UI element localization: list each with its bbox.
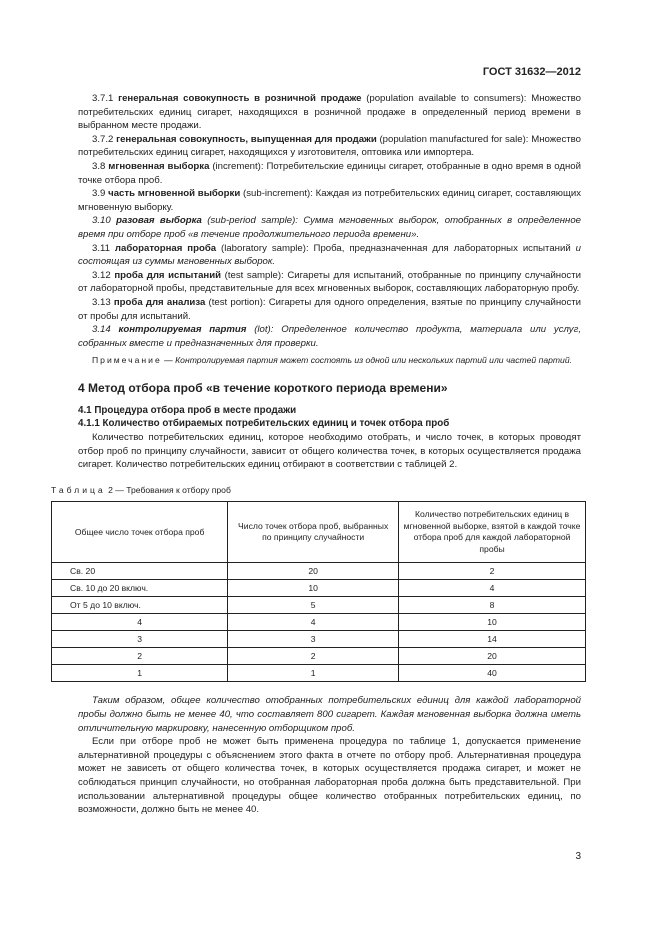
- italic-paragraph: Таким образом, общее количество отобранных потребительских единиц для каждой лабораторной пробы должно быть не менее 40, что составляет 800 сигарет. Каждая мгновенная выборка должна иметь отличительную маркировку, нанесенную отборщиком проб.: [78, 695, 581, 734]
- term-definition: [78, 296, 581, 323]
- table-cell: 4: [228, 614, 399, 631]
- page-content: [51, 92, 582, 817]
- term-text: (increment): Потребительские единицы сигарет, отобранные в одно время в одной точке отбора проб.: [78, 160, 581, 186]
- term-number: 3.11: [92, 242, 110, 254]
- term-definition: [78, 214, 581, 241]
- table-cell: 2: [52, 648, 228, 665]
- table-row: [52, 563, 586, 580]
- term-text-italic: и состоящая из суммы мгновенных выборок.: [78, 242, 581, 268]
- term-text: (population available to consumers): Множество потребительских единиц сигарет, находящихся в розничной продаже в определенный период времени в выбранном месте продажи.: [78, 93, 581, 132]
- table-row: [52, 648, 586, 665]
- table-cell: 40: [399, 665, 586, 682]
- table-row: [52, 614, 586, 631]
- subsection-4-1-title: 4.1 Процедура отбора проб в месте продажи: [78, 404, 297, 416]
- term-definition: [78, 269, 581, 296]
- table-cell: 1: [52, 665, 228, 682]
- table-row: [52, 631, 586, 648]
- term-text: (test portion): Сигареты для одного определения, взятые по принципу случайности от пробы для испытаний.: [78, 296, 581, 322]
- term-text: (laboratory sample): Проба, предназначенная для лабораторных испытаний: [216, 242, 576, 254]
- document-header: ГОСТ 31632—2012: [482, 66, 581, 78]
- term-name: лабораторная проба: [114, 242, 217, 254]
- term-name: контролируемая партия: [118, 324, 247, 336]
- table-caption: [51, 484, 581, 498]
- table-caption-label: Таблица: [51, 484, 106, 495]
- table-body: [52, 563, 586, 682]
- term-name: генеральная совокупность в розничной продаже: [118, 93, 362, 104]
- table-cell: 3: [228, 631, 399, 648]
- term-text: (test sample): Сигареты для испытаний, отобранные по принципу случайности от лабораторной пробы, представительные для всех мгновенных выборок, составляющих лабораторную пробу.: [78, 269, 581, 295]
- term-number: 3.7.2: [92, 133, 114, 145]
- term-name: мгновенная выборка: [108, 160, 210, 172]
- table-cell: 4: [52, 614, 228, 631]
- table-cell: 2: [399, 563, 586, 580]
- term-definition: [78, 323, 581, 350]
- term-number: 3.8: [92, 160, 106, 172]
- table-cell: 5: [228, 597, 399, 614]
- header-total-points: Общее число точек отбора проб: [52, 502, 228, 563]
- table-cell: 1: [228, 665, 399, 682]
- table-caption-text: 2 — Требования к отбору проб: [105, 484, 231, 495]
- table-row: [52, 665, 586, 682]
- table-cell: 8: [399, 597, 586, 614]
- table-cell: 20: [399, 648, 586, 665]
- note-text: — Контролируемая партия может состоять из одной или нескольких партий или частей партий.: [161, 355, 572, 366]
- term-name: часть мгновенной выборки: [108, 188, 241, 200]
- intro-paragraph: Количество потребительских единиц, которое необходимо отобрать, и число точек, в которых проводят отбор проб по принципу случайности, зависит от общего количества точек, в которых осуществляется продажа сигарет. Количество потребительских единиц отбирают в соответствии с таблицей 2.: [78, 432, 581, 471]
- term-definition: [78, 187, 581, 214]
- table-cell: 4: [399, 580, 586, 597]
- subsection-4-1-1-title: 4.1.1 Количество отбираемых потребительских единиц и точек отбора проб: [78, 418, 450, 430]
- term-definition: [78, 92, 581, 133]
- table-cell: 10: [228, 580, 399, 597]
- sampling-requirements-table: [51, 501, 586, 682]
- table-cell: 14: [399, 631, 586, 648]
- term-definition: [78, 242, 581, 269]
- table-cell: Св. 20: [52, 563, 228, 580]
- table-cell: Св. 10 до 20 включ.: [52, 580, 228, 597]
- header-random-points: Число точек отбора проб, выбранных по принципу случайности: [228, 502, 399, 563]
- term-name: проба для анализа: [113, 296, 206, 308]
- table-row: [52, 580, 586, 597]
- term-number: 3.10: [92, 215, 111, 227]
- term-definition: [78, 160, 581, 187]
- note: [78, 354, 581, 366]
- term-number: 3.14: [92, 324, 111, 336]
- term-number: 3.7.1: [92, 93, 114, 104]
- term-text: (sub-period sample): Сумма мгновенных выборок, отобранных в определенное время при отборе проб «в течение продолжительного периода времени».: [78, 215, 582, 240]
- term-name: генеральная совокупность, выпущенная для продажи: [116, 133, 377, 145]
- final-paragraph: Если при отборе проб не может быть применена процедура по таблице 1, допускается применение альтернативной процедуры с объяснением этого факта в отчете по отбору проб. Альтернативная процедура может не зависеть от общего количества точек, в которых осуществляется продажа сигарет, и может не соблюдаться принцип случайности, но отобранная лабораторная проба должна быть представительной. При использовании альтернативной процедуры общее количество отобранных потребительских единиц, по возможности, должно быть не менее 40.: [78, 736, 581, 816]
- term-number: 3.9: [92, 188, 106, 200]
- term-text: (population manufactured for sale): Множество потребительских единиц сигарет, находящихся у изготовителя, оптовика или импортера.: [78, 133, 581, 159]
- term-number: 3.12: [92, 269, 111, 281]
- term-number: 3.13: [92, 296, 111, 308]
- header-units-per-increment: Количество потребительских единиц в мгновенной выборке, взятой в каждой точке отбора проб для каждой лабораторной пробы: [399, 502, 586, 563]
- table-row: [52, 597, 586, 614]
- note-label: Примечание: [92, 355, 162, 366]
- term-name: разовая выборка: [116, 215, 202, 227]
- term-name: проба для испытаний: [114, 269, 221, 281]
- table-header-row: [52, 502, 586, 563]
- table-cell: 3: [52, 631, 228, 648]
- term-text: (lot): Определенное количество продукта, материала или услуг, собранных вместе и предназначенных для проверки.: [78, 324, 581, 349]
- terms-list: [78, 92, 581, 350]
- table-cell: 20: [228, 563, 399, 580]
- section-4-title: 4 Метод отбора проб «в течение короткого периода времени»: [78, 381, 448, 396]
- table-cell: 2: [228, 648, 399, 665]
- term-definition: [78, 133, 581, 160]
- page-number: 3: [575, 851, 581, 862]
- table-cell: От 5 до 10 включ.: [52, 597, 228, 614]
- table-cell: 10: [399, 614, 586, 631]
- term-text: (sub-increment): Каждая из потребительских единиц сигарет, составляющих мгновенную выборку.: [78, 188, 582, 213]
